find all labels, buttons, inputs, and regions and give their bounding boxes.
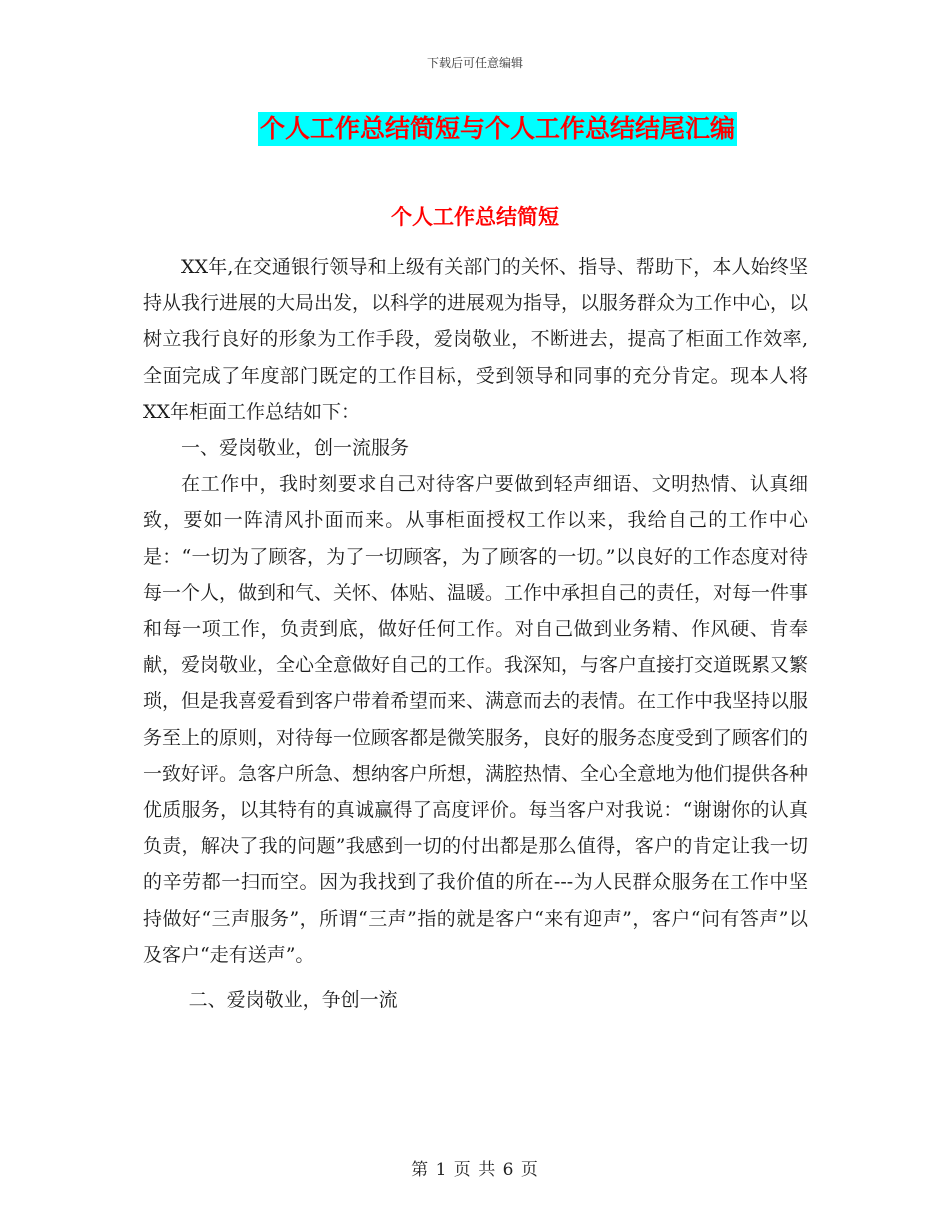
paragraph-heading-2: 二、爱岗敬业，争创一流 xyxy=(188,989,398,1012)
paragraph-service: 在工作中，我时刻要求自己对待客户要做到轻声细语、文明热情、认真细致，要如一阵清风扑面而来。从事柜面授权工作以来，我给自己的工作中心是：“一切为了顾客，为了一切顾客，为了顾客的一切。”以良好的工作态度对待每一个人，做到和气、关怀、体贴、温暖。工作中承担自己的责任，对每一件事和每一项工作，负责到底，做好任何工作。对自己做到业务精、作风硬、肯奉献，爱岗敬业，全心全意做好自己的工作。我深知，与客户直接打交道既累又繁琐，但是我喜爱看到客户带着希望而来、满意而去的表情。在工作中我坚持以服务至上的原则，对待每一位顾客都是微笑服务，良好的服务态度受到了顾客们的一致好评。急客户所急、想纳客户所想，满腔热情、全心全意地为他们提供各种优质服务，以其特有的真诚赢得了高度评价。每当客户对我说：“谢谢你的认真负责，解决了我的问题”我感到一切的付出都是那么值得，客户的肯定让我一切的辛劳都一扫而空。因为我找到了我价值的所在---为人民群众服务在工作中坚持做好“三声服务”，所谓“三声”指的就是客户“来有迎声”，客户“问有答声”以及客户“走有送声”。 xyxy=(143,473,809,966)
header-note: 下载后可任意编辑 xyxy=(426,56,523,70)
paragraph-heading-1: 一、爱岗敬业，创一流服务 xyxy=(181,437,410,460)
document-title-wrapper xyxy=(0,112,950,146)
section-title: 个人工作总结简短 xyxy=(391,205,559,229)
paragraph-intro: XX年,在交通银行领导和上级有关部门的关怀、指导、帮助下，本人始终坚持从我行进展的大局出发，以科学的进展观为指导，以服务群众为工作中心，以树立我行良好的形象为工作手段，爱岗敬业，不断进去，提高了柜面工作效率,全面完成了年度部门既定的工作目标，受到领导和同事的充分肯定。现本人将XX年柜面工作总结如下： xyxy=(143,256,809,423)
document-title: 个人工作总结简短与个人工作总结结尾汇编 xyxy=(258,112,737,146)
page-footer: 第 1 页 共 6 页 xyxy=(411,1160,539,1180)
document-body xyxy=(143,249,808,1018)
